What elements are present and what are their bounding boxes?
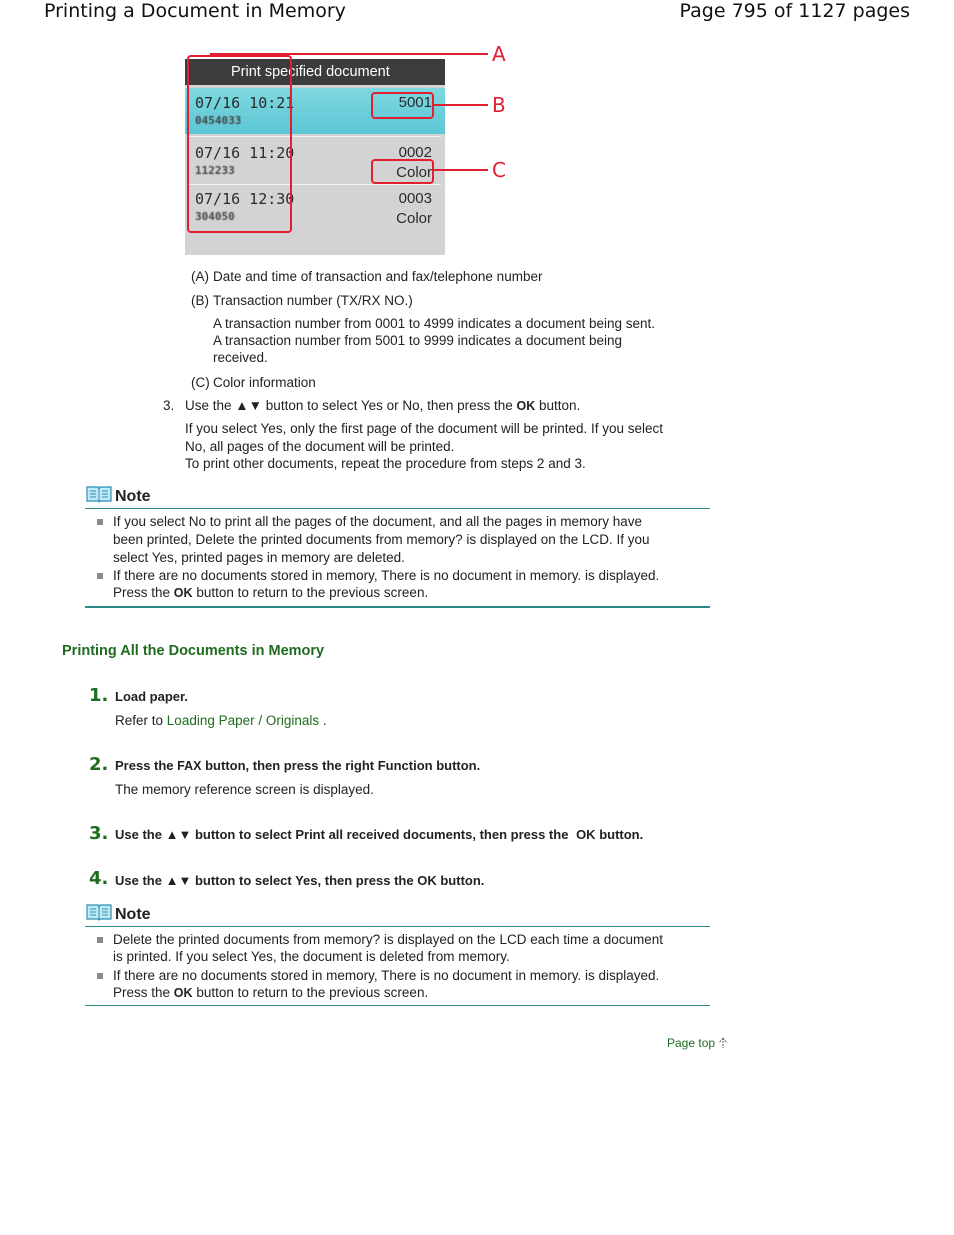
callout-label-a: A	[492, 42, 506, 66]
note-text: Press the	[113, 985, 171, 1000]
note-text: button to return to the previous screen.	[196, 585, 429, 600]
legend-mark: (B)	[191, 293, 209, 308]
step-title	[115, 872, 484, 890]
step-number: 1.	[89, 685, 109, 706]
legend-text: Date and time of transaction and fax/telephone number	[213, 269, 543, 284]
note-text: is printed. If you select Yes, the document is deleted from memory.	[113, 949, 510, 964]
step-number: 2.	[89, 754, 109, 775]
note-book-icon	[86, 903, 112, 921]
step-detail: The memory reference screen is displayed.	[115, 782, 374, 797]
step-text: button to select Yes, then press the	[194, 873, 414, 888]
legend-detail: received.	[213, 350, 268, 365]
document-title: Printing a Document in Memory	[44, 0, 346, 22]
ok-button-label: OK	[576, 827, 596, 842]
lcd-tx-number: 0003	[398, 190, 432, 207]
step-number: 3.	[89, 823, 109, 844]
lcd-tx-number: 5001	[398, 94, 432, 111]
callout-line-c	[434, 169, 488, 171]
note-text-line	[113, 584, 428, 603]
ok-button-label: OK	[417, 873, 437, 888]
lcd-number: 0454033	[195, 114, 242, 127]
step-text: Press the	[115, 758, 174, 773]
bullet-marker	[97, 973, 103, 979]
ok-button-label: OK	[173, 586, 193, 600]
step-text: button.	[599, 827, 644, 842]
legend-text: Transaction number (TX/RX NO.)	[213, 293, 413, 308]
arrow-up-icon	[718, 1037, 728, 1049]
lcd-tx-number: 0002	[398, 144, 432, 161]
legend-detail: A transaction number from 5001 to 9999 indicates a document being	[213, 333, 623, 348]
note-book-icon	[86, 485, 112, 503]
note-text: If you select No to print all the pages of the document, and all the pages in memory have	[113, 514, 643, 529]
legend-mark: (C)	[191, 375, 210, 390]
callout-box-c	[371, 159, 434, 184]
step-title	[115, 826, 643, 844]
note-text: Delete the printed documents from memory? is displayed on the LCD each time a document	[113, 932, 664, 947]
step-text: button.	[539, 398, 581, 413]
step-text: button to select Yes or No, then press the	[265, 398, 513, 413]
lcd-title: Print specified document	[185, 59, 445, 85]
bullet-marker	[97, 519, 103, 525]
note-text: If there are no documents stored in memory, There is no document in memory. is displayed.	[113, 968, 660, 983]
callout-box-b	[371, 92, 434, 119]
step-number: 4.	[89, 868, 109, 889]
callout-label-c: C	[492, 158, 506, 182]
note-divider	[85, 1005, 710, 1006]
up-down-arrows-icon: ▲▼	[235, 398, 263, 413]
legend-mark: (A)	[191, 269, 209, 284]
step-text: Use the	[115, 873, 162, 888]
callout-box-a	[187, 55, 295, 233]
callout-line-a	[210, 53, 488, 55]
up-down-arrows-icon: ▲▼	[165, 873, 192, 888]
note-text: been printed, Delete the printed documents from memory? is displayed on the LCD. If you	[113, 532, 650, 547]
step-detail: To print other documents, repeat the procedure from steps 2 and 3.	[185, 456, 586, 471]
note-text: If there are no documents stored in memory, There is no document in memory. is displayed.	[113, 568, 660, 583]
bullet-marker	[97, 573, 103, 579]
note-label: Note	[115, 906, 151, 923]
ok-button-label: OK	[516, 399, 536, 413]
lcd-color-info: Color	[396, 210, 432, 227]
note-text: Press the	[113, 585, 171, 600]
lcd-datetime: 07/16 12:30	[195, 190, 295, 208]
callout-line-b	[434, 104, 488, 106]
lcd-color-info: Color	[396, 164, 432, 181]
step-detail	[115, 712, 327, 730]
step-title: Load paper.	[115, 689, 188, 704]
fax-button-label: FAX	[177, 759, 202, 773]
lcd-number: 304050	[195, 210, 235, 223]
loading-paper-link[interactable]: Loading Paper / Originals	[166, 713, 320, 728]
page-top-link[interactable]	[667, 1036, 728, 1050]
section-heading: Printing All the Documents in Memory	[62, 643, 325, 659]
step-instruction	[185, 397, 580, 416]
note-divider	[85, 606, 710, 608]
page-top-label: Page top	[667, 1036, 716, 1050]
step-text: .	[322, 713, 327, 728]
bullet-marker	[97, 937, 103, 943]
step-text: button.	[440, 873, 485, 888]
note-label: Note	[115, 488, 151, 505]
legend-detail: A transaction number from 0001 to 4999 indicates a document being sent.	[213, 316, 656, 331]
lcd-datetime: 07/16 11:20	[195, 144, 295, 162]
step-detail: No, all pages of the document will be printed.	[185, 439, 455, 454]
note-divider	[85, 926, 710, 927]
callout-label-b: B	[492, 93, 506, 117]
ok-button-label: OK	[173, 986, 193, 1000]
step-text: Use the	[115, 827, 162, 842]
step-text: Refer to	[115, 713, 164, 728]
step-detail: If you select Yes, only the first page of the document will be printed. If you select	[185, 421, 664, 436]
lcd-datetime: 07/16 10:21	[195, 94, 295, 112]
page-indicator: Page 795 of 1127 pages	[679, 0, 910, 22]
legend-text: Color information	[213, 375, 316, 390]
step-text: button to select Print all received documents, then press the	[194, 827, 569, 842]
up-down-arrows-icon: ▲▼	[165, 827, 192, 842]
note-text: button to return to the previous screen.	[196, 985, 429, 1000]
step-number: 3.	[163, 398, 175, 413]
note-text: select Yes, printed pages in memory are deleted.	[113, 550, 405, 565]
step-text: Use the	[185, 398, 232, 413]
step-text: button, then press the right Function button.	[205, 758, 481, 773]
lcd-number: 112233	[195, 164, 235, 177]
note-text-line	[113, 984, 428, 1003]
note-divider	[85, 508, 710, 509]
step-title	[115, 757, 480, 776]
